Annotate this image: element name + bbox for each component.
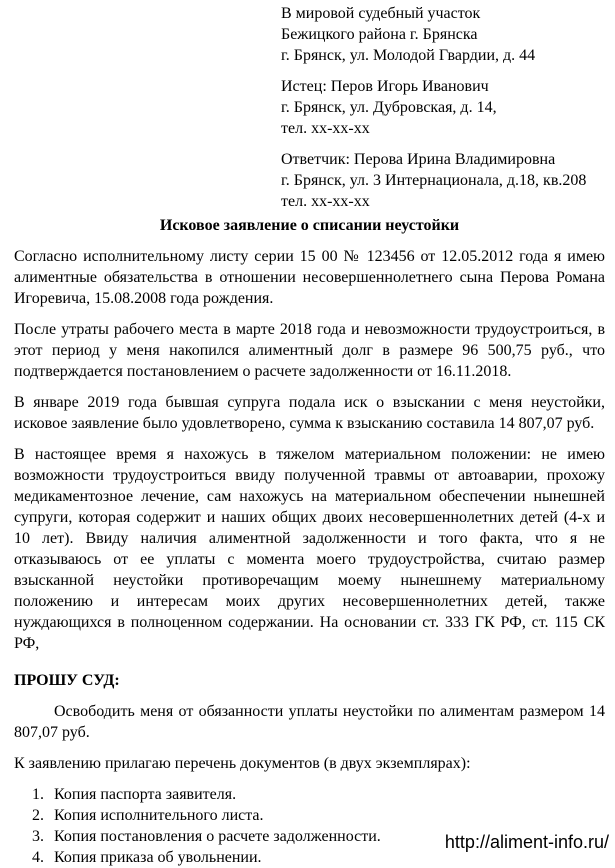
document-title: Исковое заявление о списании неустойки bbox=[159, 217, 460, 234]
body-paragraph: В январе 2019 года бывшая супруга подала иск о взыскании с меня неустойки, исковое заявление было удовлетворено, сумма к взысканию составила 14 807,07 руб. bbox=[14, 394, 605, 432]
attachments-intro: К заявлению прилагаю перечень документов (в двух экземплярах): bbox=[14, 755, 471, 772]
body-paragraph: Согласно исполнительному листу серии 15 00 № 123456 от 12.05.2012 года я имею алиментные обязательства в отношении несовершеннолетнего сына Перова Романа Игоревича, 15.08.2008 года рождения. bbox=[14, 248, 605, 307]
court-line: В мировой судебный участок bbox=[281, 5, 481, 22]
court-address-block bbox=[281, 3, 611, 66]
court-line: г. Брянск, ул. Молодой Гвардии, д. 44 bbox=[281, 47, 536, 64]
attachment-item: 4. Копия приказа об увольнении. bbox=[48, 847, 605, 868]
defendant-line: тел. хх-хх-хх bbox=[281, 193, 370, 210]
defendant-block bbox=[281, 149, 611, 212]
request-text: Освободить меня от обязанности уплаты неустойки по алиментам размером 14 807,07 руб. bbox=[14, 703, 605, 741]
attachment-item: 3. Копия постановления о расчете задолженности. bbox=[48, 826, 605, 847]
defendant-line: г. Брянск, ул. 3 Интернационала, д.18, кв.208 bbox=[281, 172, 587, 189]
watermark-url: http://aliment-info.ru/ bbox=[444, 832, 609, 852]
plaintiff-line: г. Брянск, ул. Дубровская, д. 14, bbox=[281, 99, 497, 116]
document-body bbox=[14, 246, 605, 868]
document-page bbox=[14, 0, 605, 866]
court-line: Бежицкого района г. Брянска bbox=[281, 26, 478, 43]
attachment-item: 1. Копия паспорта заявителя. bbox=[48, 784, 605, 805]
attachments-list bbox=[14, 784, 605, 868]
request-heading: ПРОШУ СУД: bbox=[14, 672, 120, 689]
document-header bbox=[281, 3, 611, 222]
body-paragraph: В настоящее время я нахожусь в тяжелом материальном положении: не имею возможности трудоустроиться ввиду полученной травмы от автоаварии, прохожу медикаментозное лечение, сам нахожусь на материальном обеспечении нынешней супруги, которая содержит и наших общих двоих несовершеннолетних детей (4-х и 10 лет). Ввиду наличия алиментной задолженности и того факта, что я не отказываюсь от ее уплаты с момента моего трудоустройства, считаю размер взысканной неустойки противоречащим моему нынешнему материальному положению и интересам моих других несовершеннолетних детей, также нуждающихся в полноценном содержании. На основании ст. 333 ГК РФ, ст. 115 СК РФ, bbox=[14, 446, 605, 652]
defendant-line: Ответчик: Перова Ирина Владимировна bbox=[281, 151, 556, 168]
attachment-item: 2. Копия исполнительного листа. bbox=[48, 805, 605, 826]
plaintiff-block bbox=[281, 76, 611, 139]
plaintiff-line: Истец: Перов Игорь Иванович bbox=[281, 78, 489, 95]
body-paragraph: После утраты рабочего места в марте 2018 года и невозможности трудоустроиться, в этот период у меня накопился алиментный долг в размере 96 500,75 руб., что подтверждается постановлением о расчете задолженности от 16.11.2018. bbox=[14, 321, 605, 380]
plaintiff-line: тел. хх-хх-хх bbox=[281, 120, 370, 137]
